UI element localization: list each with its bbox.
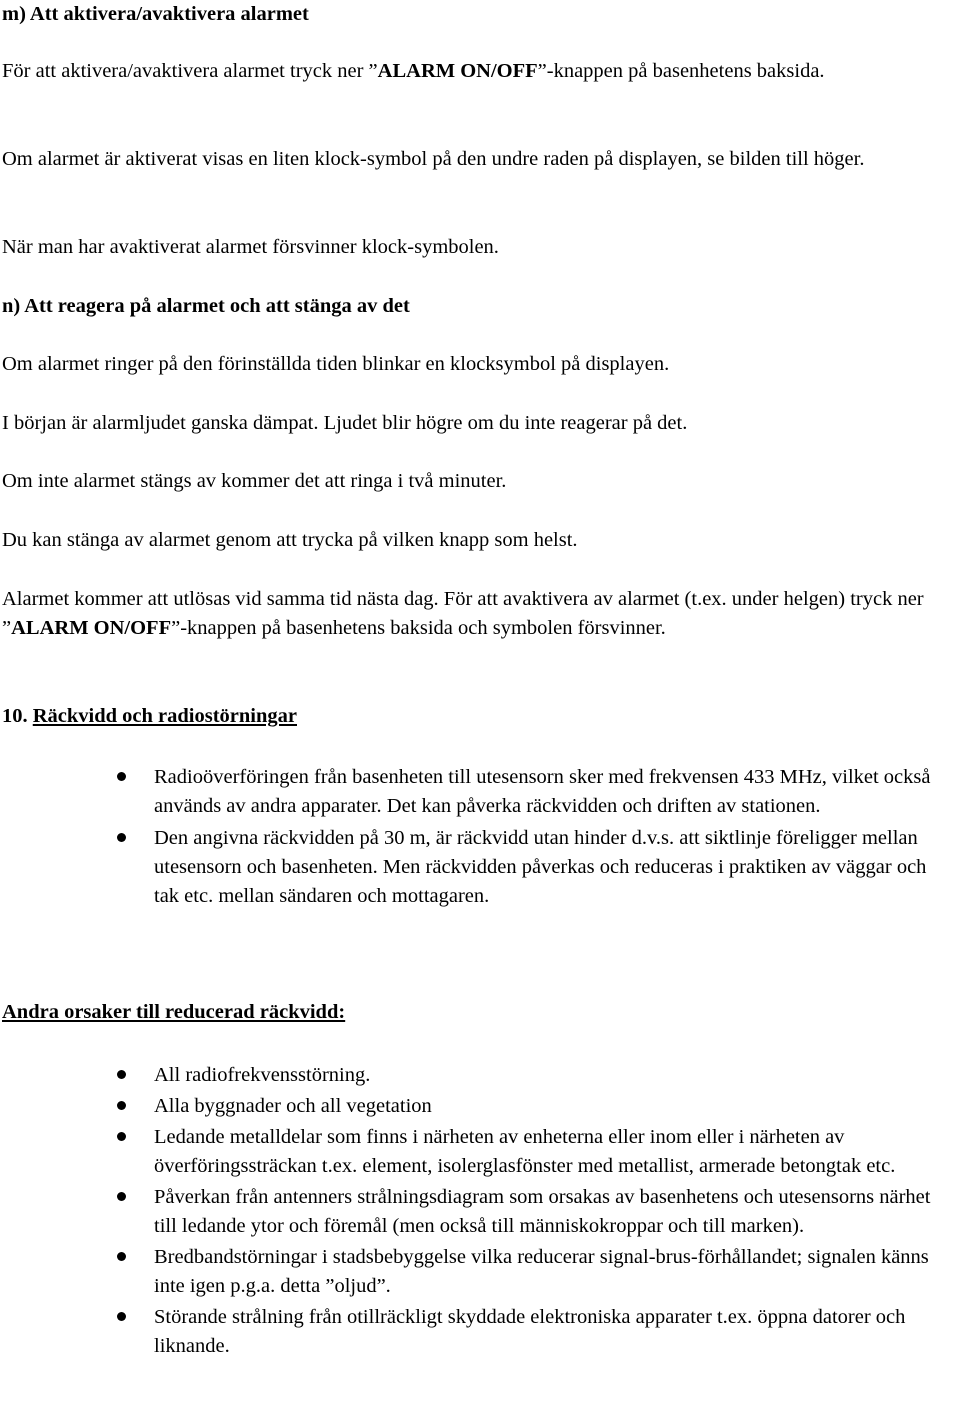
list-item: [0, 1183, 960, 1241]
list-item-text: Radioöverföringen från basenheten till utesensorn sker med frekvensen 433 MHz, vilket också används av andra apparater. Det kan påverka räckvidden och driften av stationen.: [154, 766, 931, 817]
section-n-paragraph-3: Om inte alarmet stängs av kommer det att ringa i två minuter.: [2, 470, 507, 492]
section-10-number: 10.: [2, 705, 33, 727]
list-item-text: Alla byggnader och all vegetation: [154, 1095, 432, 1117]
list-item-text: Påverkan från antenners strålningsdiagram som orsakas av basenhetens och utesensorns närhet till ledande ytor och föremål (men också till människokroppar och till marken).: [154, 1186, 931, 1237]
section-m-heading: m) Att aktivera/avaktivera alarmet: [2, 3, 309, 25]
section-10-heading: [2, 702, 954, 731]
bullet-icon: [117, 1070, 126, 1079]
bullet-icon: [117, 772, 126, 781]
other-causes-heading: Andra orsaker till reducerad räckvidd:: [2, 1001, 346, 1023]
p1-post: ”-knappen på basenhetens baksida.: [537, 60, 825, 82]
list-item-text: Den angivna räckvidden på 30 m, är räckvidd utan hinder d.v.s. att siktlinje föreligger mellan utesensorn och basenheten. Men räckvidden påverkas och reduceras i praktiken av väggar och tak etc. mellan sändaren och mottagaren.: [154, 827, 927, 907]
list-item-text: Ledande metalldelar som finns i närheten av enheterna eller inom eller i närheten av överföringssträckan t.ex. element, isolerglasfönster med metallist, armerade betongtak etc.: [154, 1126, 896, 1177]
bullet-icon: [117, 833, 126, 842]
list-item-text: Bredbandstörningar i stadsbebyggelse vilka reducerar signal-brus-förhållandet; signalen känns inte igen p.g.a. detta ”oljud”.: [154, 1246, 929, 1297]
section-10-title: Räckvidd och radiostörningar: [32, 705, 297, 727]
list-item: [0, 1243, 960, 1301]
list-item-text: Störande strålning från otillräckligt skyddade elektroniska apparater t.ex. öppna datorer och liknande.: [154, 1306, 906, 1357]
list-item: [0, 763, 960, 821]
list-item: [0, 1303, 960, 1361]
list-item: [0, 824, 960, 911]
section-n-heading: n) Att reagera på alarmet och att stänga av det: [2, 295, 410, 317]
other-causes-list: [0, 1061, 960, 1361]
section-n-paragraph-5: [2, 585, 954, 643]
section-n-paragraph-1: Om alarmet ringer på den förinställda tiden blinkar en klocksymbol på displayen.: [2, 353, 670, 375]
range-bullet-list: [0, 763, 960, 911]
bullet-icon: [117, 1101, 126, 1110]
section-m-paragraph-2: Om alarmet är aktiverat visas en liten klock-symbol på den undre raden på displayen, se bilden till höger.: [2, 148, 865, 170]
alarm-key-label: ALARM ON/OFF: [377, 60, 538, 82]
list-item: [0, 1061, 960, 1090]
section-m-paragraph-1: [2, 57, 954, 86]
section-m-paragraph-3: När man har avaktiverat alarmet försvinner klock-symbolen.: [2, 236, 499, 258]
bullet-icon: [117, 1192, 126, 1201]
list-item-text: All radiofrekvensstörning.: [154, 1064, 371, 1086]
bullet-icon: [117, 1312, 126, 1321]
list-item: [0, 1123, 960, 1181]
section-n-paragraph-2: I början är alarmljudet ganska dämpat. Ljudet blir högre om du inte reagerar på det.: [2, 412, 688, 434]
p1-pre: För att aktivera/avaktivera alarmet tryck ner ”: [2, 60, 378, 82]
list-item: [0, 1092, 960, 1121]
bullet-icon: [117, 1132, 126, 1141]
bullet-icon: [117, 1252, 126, 1261]
p5-post: ”-knappen på basenhetens baksida och symbolen försvinner.: [171, 617, 666, 639]
alarm-key-label: ALARM ON/OFF: [11, 617, 172, 639]
p5-pre: Alarmet kommer att utlösas vid samma tid nästa dag. För att avaktivera av alarmet (t.ex. under helgen) tryck ner ”: [2, 588, 924, 639]
section-n-paragraph-4: Du kan stänga av alarmet genom att trycka på vilken knapp som helst.: [2, 529, 578, 551]
